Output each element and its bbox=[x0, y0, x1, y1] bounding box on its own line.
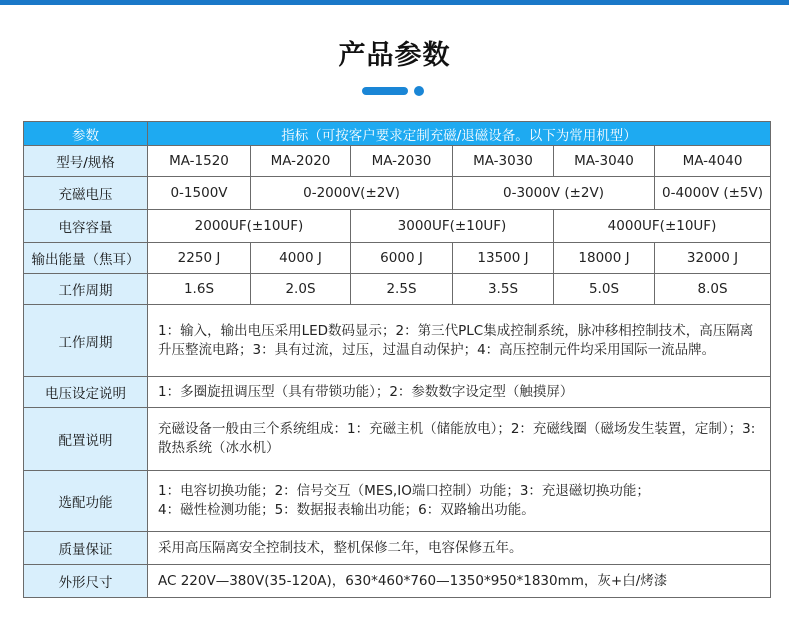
page-title: 产品参数 bbox=[338, 40, 451, 71]
top-accent-bar bbox=[0, 0, 789, 5]
energy-cell: 32000 J bbox=[655, 243, 771, 274]
energy-cell: 13500 J bbox=[453, 243, 554, 274]
cycle-cell: 5.0S bbox=[554, 274, 655, 305]
row-label-voltage: 充磁电压 bbox=[24, 177, 148, 210]
header-spec: 指标（可按客户要求定制充磁/退磁设备。以下为常用机型） bbox=[148, 122, 771, 146]
header-param: 参数 bbox=[24, 122, 148, 146]
voltage-cell: 0-3000V (±2V) bbox=[453, 177, 655, 210]
options-cell bbox=[148, 471, 771, 532]
spec-table bbox=[23, 121, 771, 598]
table-row-options bbox=[24, 471, 771, 532]
energy-cell: 18000 J bbox=[554, 243, 655, 274]
table-row-capacitance bbox=[24, 210, 771, 243]
capacitance-cell: 4000UF(±10UF) bbox=[554, 210, 771, 243]
cycle-cell: 1.6S bbox=[148, 274, 251, 305]
capacitance-cell: 3000UF(±10UF) bbox=[351, 210, 554, 243]
table-row-features bbox=[24, 305, 771, 377]
energy-cell: 2250 J bbox=[148, 243, 251, 274]
row-label-warranty: 质量保证 bbox=[24, 532, 148, 565]
decoration-pill bbox=[362, 87, 408, 95]
table-row-appearance bbox=[24, 565, 771, 598]
cycle-cell: 8.0S bbox=[655, 274, 771, 305]
table-row-voltage bbox=[24, 177, 771, 210]
row-label-config: 配置说明 bbox=[24, 408, 148, 471]
row-label-capacitance: 电容容量 bbox=[24, 210, 148, 243]
model-cell: MA-2030 bbox=[351, 146, 453, 177]
row-label-voltage-setting: 电压设定说明 bbox=[24, 377, 148, 408]
model-cell: MA-1520 bbox=[148, 146, 251, 177]
energy-cell: 6000 J bbox=[351, 243, 453, 274]
voltage-cell: 0-1500V bbox=[148, 177, 251, 210]
energy-cell: 4000 J bbox=[251, 243, 351, 274]
voltage-setting-text: 1：多圈旋扭调压型（具有带锁功能）；2：参数数字设定型（触摸屏） bbox=[148, 377, 771, 408]
cycle-cell: 2.5S bbox=[351, 274, 453, 305]
table-row-cycle bbox=[24, 274, 771, 305]
row-label-models: 型号/规格 bbox=[24, 146, 148, 177]
appearance-text: AC 220V—380V(35-120A)，630*460*760—1350*950*1830mm，灰+白/烤漆 bbox=[148, 565, 771, 598]
row-label-energy: 输出能量（焦耳） bbox=[24, 243, 148, 274]
row-label-appearance: 外形尺寸 bbox=[24, 565, 148, 598]
table-header-row bbox=[24, 122, 771, 146]
voltage-cell: 0-2000V(±2V) bbox=[251, 177, 453, 210]
model-cell: MA-3040 bbox=[554, 146, 655, 177]
cycle-cell: 3.5S bbox=[453, 274, 554, 305]
row-label-features: 工作周期 bbox=[24, 305, 148, 377]
row-label-options: 选配功能 bbox=[24, 471, 148, 532]
options-line-2: 4：磁性检测功能；5：数据报表输出功能；6：双路输出功能。 bbox=[158, 502, 535, 518]
config-text: 充磁设备一般由三个系统组成：1：充磁主机（储能放电）；2：充磁线圈（磁场发生装置，定制）；3: 散热系统（冰水机） bbox=[148, 408, 771, 471]
features-text: 1：输入，输出电压采用LED数码显示；2：第三代PLC集成控制系统，脉冲移相控制技术，高压隔离升压整流电路；3：具有过流，过压，过温自动保护；4：高压控制元件均采用国际一流品牌。 bbox=[148, 305, 771, 377]
model-cell: MA-2020 bbox=[251, 146, 351, 177]
row-label-cycle: 工作周期 bbox=[24, 274, 148, 305]
capacitance-cell: 2000UF(±10UF) bbox=[148, 210, 351, 243]
table-row-config bbox=[24, 408, 771, 471]
voltage-cell: 0-4000V (±5V) bbox=[655, 177, 771, 210]
warranty-text: 采用高压隔离安全控制技术，整机保修二年，电容保修五年。 bbox=[148, 532, 771, 565]
model-cell: MA-3030 bbox=[453, 146, 554, 177]
decoration-dot bbox=[414, 86, 424, 96]
table-row-energy bbox=[24, 243, 771, 274]
options-line-1: 1：电容切换功能；2：信号交互（MES,IO端口控制）功能；3：充退磁切换功能； bbox=[158, 483, 650, 499]
model-cell: MA-4040 bbox=[655, 146, 771, 177]
table-row-warranty bbox=[24, 532, 771, 565]
cycle-cell: 2.0S bbox=[251, 274, 351, 305]
table-row-models bbox=[24, 146, 771, 177]
table-row-voltage-setting bbox=[24, 377, 771, 408]
